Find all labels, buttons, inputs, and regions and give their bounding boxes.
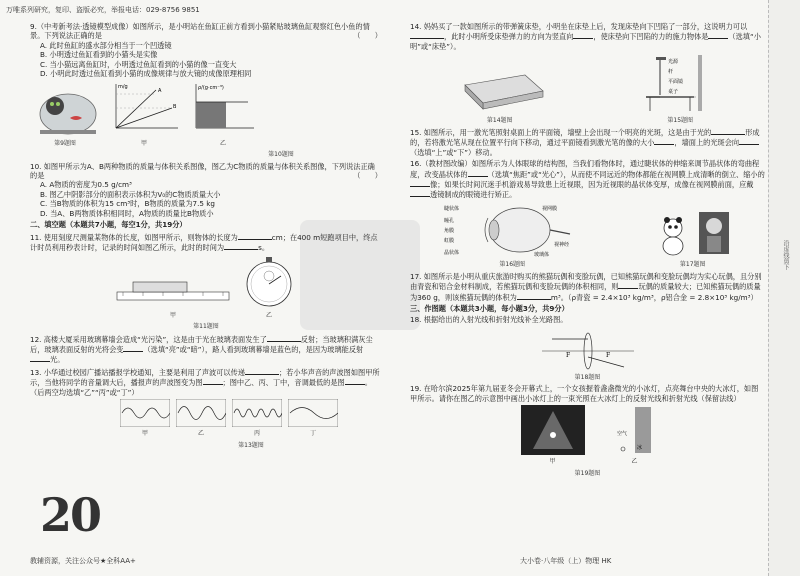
- q9-paren: （ ）: [353, 31, 382, 41]
- q19-label-ice: 冰: [636, 444, 642, 451]
- question-15: [410, 127, 765, 157]
- q14-mid: ，此时小明所受床垫弹力的方向为竖直向: [444, 32, 574, 42]
- q19-figures: [410, 405, 765, 467]
- q15-mid: 形成的，若将激光笔从现在位置平行向下移动，通过平面镜看到激光笔的像的大小: [410, 128, 760, 148]
- q11-ruler-figure: [113, 274, 233, 320]
- focus-label-left: F: [565, 351, 570, 359]
- question-13: [30, 367, 382, 450]
- q10-option-d: D. 当A、B两物质体积相同时，A物质的质量比B物质小: [40, 208, 214, 218]
- q9-option-c: C. 当小猫远离鱼缸时，小明透过鱼缸看到的小猫的像一直变大: [40, 59, 237, 69]
- wave-ding-label: 丁: [309, 430, 316, 438]
- convex-lens-diagram: [538, 327, 638, 371]
- q9-stem: 9.（中考新考法·透镜模型成像）如图所示，是小明站在鱼缸正前方看到小猫紧贴玻璃鱼缸观察红色小鱼的情景。下列说法正确的是: [30, 22, 370, 41]
- question-12: [30, 334, 382, 365]
- label-mirror: 平面镜: [668, 79, 684, 86]
- q16-stem: 16.（教材图改编）如图所示为人体眼球的结构图，当我们看物体时，通过睫状体的伸缩来调节晶状体的弯曲程度，改变晶状体的: [410, 159, 760, 179]
- q13-blank-1[interactable]: [245, 367, 279, 375]
- footer-left: 教辅资源，关注公众号★全科AA+: [30, 557, 136, 565]
- q10-caption: 第10题图: [268, 151, 294, 159]
- q9-figure: [30, 84, 100, 148]
- q12-end: （选填“亮”或“暗”），路人看到玻璃幕墙是蓝色的，是因为玻璃能反射: [143, 344, 364, 354]
- q17-caption: 第17题图: [679, 261, 706, 269]
- q11-unit: cm；在400 m短跑项目中，终点计时员利用秒表计时，记录的时间如图乙所示，此时的时间为: [30, 232, 378, 252]
- eye-label-ciliary: 睫状体: [444, 205, 460, 212]
- eye-label-retina: 视网膜: [542, 205, 558, 212]
- q12-stem: 12. 高楼大厦采用玻璃幕墙会造成“光污染”，这是由于光在玻璃表面发生了: [30, 334, 267, 344]
- q16-end: 像；如果长时间沉迷手机游戏易导致患上近视眼，因为近视眼的晶状体变厚，成像在视网膜前面，应戴: [430, 180, 754, 190]
- line-b-label: B: [173, 104, 177, 111]
- q14-blank-2[interactable]: [573, 31, 593, 39]
- ice-refraction-diagram: [615, 405, 655, 455]
- tear-off-text: 沿虚线剪下: [782, 240, 789, 270]
- q14-end: ，使床垫向下凹陷的力的施力物体是: [593, 32, 709, 42]
- q11-fig-jia-label: 甲: [169, 311, 176, 319]
- right-column: [410, 22, 765, 480]
- wave-bing: [232, 399, 282, 439]
- eye-label-cornea: 角膜: [444, 227, 455, 234]
- question-19: [410, 384, 765, 478]
- q17-end: m³。（ρ青瓷 = 2.4×10³ kg/m³，ρ铝合金 = 2.8×10³ kg/m³）: [550, 292, 758, 302]
- question-17: [410, 272, 765, 302]
- eye-label-pupil: 瞳孔: [444, 217, 455, 224]
- q13-end2: 。（后两空均选填“乙”“丙”或“丁”）: [30, 378, 372, 397]
- laser-mirror-image: [640, 53, 720, 113]
- q14-stem: 14. 妈妈买了一款如图所示的带弹簧床垫，小明坐在床垫上后，发现床垫向下凹陷了一部分，这说明力可以: [410, 22, 748, 31]
- q9-q10-figures: [30, 80, 382, 148]
- question-14: [410, 22, 765, 125]
- footer-center: 大小卷·八年级（上）物理 HK: [520, 557, 612, 565]
- q14-caption: 第14题图: [486, 116, 513, 124]
- q19-label-air: 空气: [616, 430, 627, 437]
- q11-blank-2[interactable]: [224, 242, 258, 250]
- q10-graph-jia: [106, 80, 182, 148]
- density-volume-graph: [188, 80, 258, 136]
- q15-figure: [640, 53, 720, 125]
- q15-blank-2[interactable]: [654, 137, 674, 145]
- q16-mid: （选填“焦距”或“光心”），从而使不同远近的物体都能在视网膜上成清晰的倒立、缩小的: [487, 169, 765, 179]
- wave-ding: [288, 399, 338, 439]
- header-brand-line: 万唯系列研究，复印、盗版必究，举报电话：029-8756 9851: [6, 6, 200, 14]
- q10-fig-yi-label: 乙: [219, 139, 226, 147]
- cat-fishbowl-image: [30, 84, 100, 136]
- q13-caption: 第13题图: [238, 441, 264, 449]
- q17-blank-2[interactable]: [517, 292, 551, 300]
- q12-blank-3[interactable]: [30, 354, 50, 362]
- q12-blank-1[interactable]: [267, 334, 301, 342]
- q17-blank-1[interactable]: [618, 281, 638, 289]
- q10-option-c: C. 当B物质的体积为15 cm³时，B物质的质量为7.5 kg: [40, 199, 215, 209]
- eye-diagram: [442, 202, 582, 258]
- q15-blank-3[interactable]: [739, 137, 759, 145]
- q11-blank-1[interactable]: [238, 232, 272, 240]
- q13-stem: 13. 小华通过校园广播站播报学校通知，主要是利用了声波可以传递: [30, 367, 245, 377]
- question-11: [30, 232, 382, 332]
- section-2-heading: 二、填空题（本题共7小题，每空1分，共19分）: [30, 220, 187, 230]
- q9-option-d: D. 小明此时透过鱼缸看到小猫的成像规律与放大镜的成像原理相同: [40, 69, 252, 79]
- waveform-jia: [120, 399, 170, 427]
- wave-yi: [176, 399, 226, 439]
- q14-blank-3[interactable]: [708, 31, 728, 39]
- q15-blank-1[interactable]: [711, 127, 745, 135]
- q10-stem: 10. 如图甲所示为A、B两种物质的质量与体积关系图像，图乙为C物质的质量与体积关系图像，下列说法正确的是: [30, 161, 375, 181]
- q16-end2: 透镜制成的眼镜进行矫正。: [430, 190, 517, 200]
- wave-yi-label: 乙: [197, 430, 204, 438]
- q16-caption: 第16题图: [499, 261, 526, 269]
- q15-stem: 15. 如图所示，用一激光笔照射桌面上的平面镜，墙壁上会出现一个明亮的光斑，这是由于光的: [410, 128, 712, 138]
- q13-waveforms: [120, 399, 382, 439]
- q11-stem: 11. 使用刻度尺测量某物体的长度，如图甲所示，则物体的长度为: [30, 232, 238, 242]
- eye-label-vitreous: 玻璃体: [534, 251, 550, 258]
- q14-q15-figures: [410, 53, 765, 125]
- eye-label-lens: 晶状体: [444, 249, 460, 256]
- wave-jia-label: 甲: [141, 430, 148, 438]
- tear-off-strip: [768, 0, 800, 576]
- q17-mid: 玩偶的质量较大；已知熊猫玩偶的质量为360 g，则该熊猫玩偶的体积为: [410, 282, 761, 302]
- q19-label-yi: 乙: [631, 458, 638, 466]
- graph-yi-ylabel: ρ/(g·cm⁻³): [198, 85, 224, 92]
- q10-graph-yi: [188, 80, 258, 148]
- section-3-heading: 三、作图题（本题共3小题，每小题3分，共9分）: [410, 303, 569, 313]
- waveform-yi: [176, 399, 226, 427]
- q9-option-a: A. 此时鱼缸的盛水部分相当于一个凹透镜: [40, 40, 172, 50]
- q13-blank-3[interactable]: [345, 377, 365, 385]
- q12-end2: 光。: [50, 355, 65, 365]
- q16-blank-3[interactable]: [410, 189, 430, 197]
- q17-figure: [653, 208, 733, 270]
- label-light-source: 光源: [668, 59, 679, 66]
- q19-photo: [521, 405, 585, 467]
- q16-blank-1[interactable]: [468, 169, 488, 177]
- ice-lantern-ceremony-photo: [521, 405, 585, 455]
- q18-stem: 18. 根据给出的入射光线和折射光线补全光路图。: [410, 315, 568, 325]
- line-a-label: A: [158, 88, 162, 95]
- q10-option-a: A. A物质的密度为0.5 g/cm³: [40, 180, 132, 190]
- q19-diagram: [615, 405, 655, 467]
- q12-mid: 反射；当玻璃积满灰尘后，玻璃表面反射的光将会变: [30, 334, 373, 354]
- q13-mid: ；若小华声音的声波图如图甲所示，当他将同学的音量调大后，播报声的声波图变为图: [30, 367, 380, 388]
- question-9: [30, 22, 382, 160]
- q11-caption: 第11题图: [193, 323, 219, 331]
- q16-figure: [442, 202, 582, 270]
- q10-option-b: B. 图乙中阴影部分的面积表示体积为V₀的C物质质量大小: [40, 189, 221, 199]
- q9-caption: 第9题图: [54, 139, 76, 147]
- label-table: 桌子: [668, 89, 679, 96]
- q19-stem: 19. 在哈尔滨2025年第九届亚冬会开幕式上，一个女孩握着盏盏微光的小冰灯，点亮舞台中央的大冰灯，如图甲所示。请你在图乙的示意图中画出小冰灯上的一束光照在大冰灯上的反射光线和折射光线（保留法线）: [410, 384, 759, 403]
- q9-option-b: B. 小明透过鱼缸看到的小猫头是实像: [40, 50, 158, 60]
- q11-stopwatch-figure: [239, 254, 299, 320]
- q14-blank-1[interactable]: [410, 31, 444, 39]
- q19-caption: 第19题图: [574, 469, 601, 477]
- q13-blank-2[interactable]: [203, 377, 223, 385]
- q19-label-jia: 甲: [549, 458, 556, 466]
- q11-unit2: s。: [258, 242, 270, 252]
- graph-jia-ylabel: m/g: [118, 84, 128, 91]
- q14-end2: （选填“小明”或“床垫”）。: [410, 32, 761, 51]
- waveform-bing: [232, 399, 282, 427]
- page-number: 20: [40, 488, 101, 542]
- q11-figures: [30, 254, 382, 320]
- question-18: [410, 315, 765, 382]
- q15-caption: 第15题图: [667, 116, 694, 124]
- question-10: [30, 162, 382, 218]
- focus-label-right: F: [605, 351, 610, 359]
- q10-fig-jia-label: 甲: [140, 139, 147, 147]
- question-16: [410, 159, 765, 269]
- wave-bing-label: 丙: [253, 430, 260, 438]
- q15-end: ，墙面上的光斑会向: [674, 138, 740, 148]
- q16-q17-figures: [410, 202, 765, 270]
- q15-end2: （选填“上”或“下”）移动。: [410, 147, 497, 157]
- panda-and-mask-dolls-image: [653, 208, 733, 258]
- wave-jia: [120, 399, 170, 439]
- q14-figure: [455, 65, 545, 125]
- q13-end: ；图中乙、丙、丁中，音调最低的是图: [222, 378, 345, 388]
- q16-blank-2[interactable]: [410, 179, 430, 187]
- eye-label-optic-nerve: 视神经: [554, 241, 570, 248]
- q18-figure: [410, 327, 765, 371]
- eye-label-iris: 虹膜: [444, 237, 455, 244]
- stopwatch-image: [239, 254, 299, 308]
- waveform-ding: [288, 399, 338, 427]
- ruler-image: [113, 274, 233, 308]
- mass-volume-graph: [106, 80, 182, 136]
- label-rod: 杆: [668, 69, 674, 76]
- q18-caption: 第18题图: [574, 373, 601, 381]
- q12-blank-2[interactable]: [123, 344, 143, 352]
- mattress-image: [455, 65, 545, 113]
- left-column: [30, 22, 382, 452]
- q10-paren: （ ）: [353, 171, 382, 181]
- q17-stem: 17. 如图所示是小明从重庆旅游时购买的熊猫玩偶和变脸玩偶，已知熊猫玩偶和变脸玩偶均为实心玩偶，且分别由青瓷和铝合金材料制成，若熊猫玩偶和变脸玩偶的体积相同，则: [410, 271, 762, 292]
- q11-fig-yi-label: 乙: [265, 311, 272, 319]
